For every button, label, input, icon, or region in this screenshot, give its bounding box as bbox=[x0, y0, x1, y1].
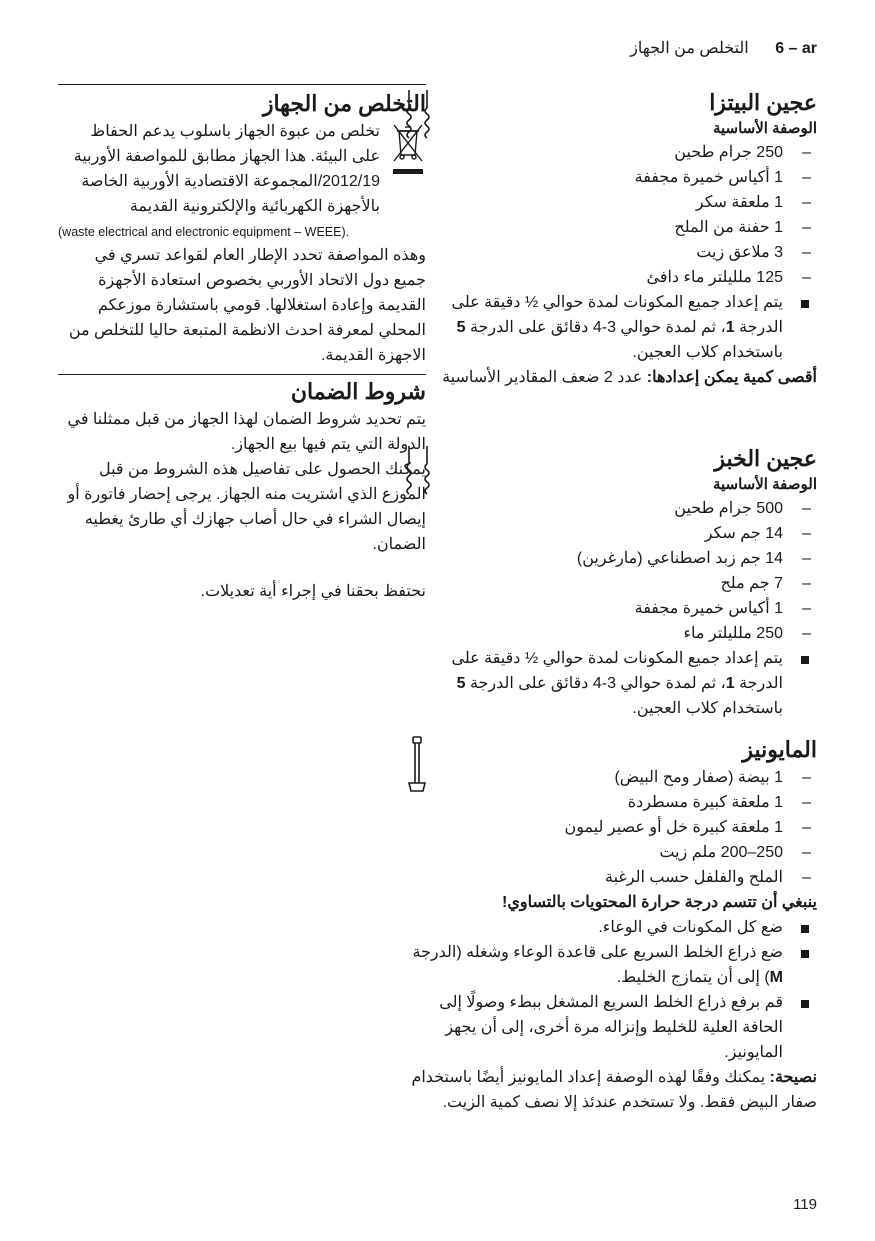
step-item: ضع ذراع الخلط السريع على قاعدة الوعاء وشغله (الدرجة M) إلى أن يتمازج الخليط. bbox=[407, 940, 817, 990]
list-item: – 14 جم زبد اصطناعي (مارغرين) bbox=[407, 546, 817, 571]
mayo-steps bbox=[407, 915, 817, 1065]
warranty-paragraph-1: يتم تحديد شروط الضمان لهذا الجهاز من قبل ممثلنا في الدولة التي يتم فيها بيع الجهاز. bbox=[67, 411, 426, 453]
list-item: – 1 ملعقة كبيرة مسطردة bbox=[407, 790, 817, 815]
warranty-title: شروط الضمان bbox=[290, 379, 426, 404]
list-item: – 3 ملاعق زيت bbox=[407, 240, 817, 265]
mayo-warning: ينبغي أن تتسم درجة حرارة المحتويات بالتساوي! bbox=[502, 894, 817, 911]
list-item: – 1 بيضة (صفار ومح البيض) bbox=[407, 765, 817, 790]
step-item: يتم إعداد جميع المكونات لمدة حوالي ½ دقيقة على الدرجة 1، ثم لمدة حوالي 3-4 دقائق على الدرجة 5 باستخدام كلاب العجين. bbox=[407, 290, 817, 365]
step-item: قم برفع ذراع الخلط السريع المشغل ببطء وصولًا إلى الحافة العلية للخليط وإنزاله مرة أخرى، إلى أن يجهز المايونيز. bbox=[407, 990, 817, 1065]
list-item: – 250 جرام طحين bbox=[407, 140, 817, 165]
disposal-section bbox=[58, 84, 426, 368]
mayo-section bbox=[407, 735, 817, 1115]
pizza-title: عجين البيتزا bbox=[709, 90, 817, 115]
mayo-tip: نصيحة: يمكنك وفقًا لهذه الوصفة إعداد المايونيز أيضًا باستخدام صفار البيض فقط. ولا تستخدم عندئذ إلا نصف كمية الزيت. bbox=[411, 1069, 817, 1111]
pizza-section bbox=[407, 88, 817, 428]
crossed-bin-icon bbox=[390, 121, 426, 177]
mayo-title: المايونيز bbox=[742, 737, 817, 762]
list-item: – 1 حفنة من الملح bbox=[407, 215, 817, 240]
warranty-note: نحتفظ بحقنا في إجراء أية تعديلات. bbox=[200, 583, 426, 600]
list-item: – 250 ملليلتر ماء bbox=[407, 621, 817, 646]
disposal-title: التخلص من الجهاز bbox=[262, 91, 426, 116]
warranty-section bbox=[58, 374, 426, 604]
page-label: 6 – ar bbox=[775, 40, 817, 57]
pizza-subtitle: الوصفة الأساسية bbox=[712, 120, 817, 137]
list-item: – 500 جرام طحين bbox=[407, 496, 817, 521]
step-item: يتم إعداد جميع المكونات لمدة حوالي ½ دقيقة على الدرجة 1، ثم لمدة حوالي 3-4 دقائق على الدرجة 5 باستخدام كلاب العجين. bbox=[407, 646, 817, 721]
list-item: – 1 أكياس خميرة مجففة bbox=[407, 596, 817, 621]
bread-section bbox=[407, 444, 817, 719]
bread-steps bbox=[407, 646, 817, 721]
info-column bbox=[58, 84, 426, 604]
recipes-column bbox=[407, 88, 817, 1115]
list-item: – 1 أكياس خميرة مجففة bbox=[407, 165, 817, 190]
bread-title: عجين الخبز bbox=[714, 446, 817, 471]
pizza-max-note: أقصى كمية يمكن إعدادها: عدد 2 ضعف المقادير الأساسية bbox=[442, 369, 817, 386]
list-item: – 7 جم ملح bbox=[407, 571, 817, 596]
bread-subtitle: الوصفة الأساسية bbox=[712, 476, 817, 493]
bread-ingredients bbox=[407, 496, 817, 646]
pizza-ingredients bbox=[407, 140, 817, 290]
step-item: ضع كل المكونات في الوعاء. bbox=[407, 915, 817, 940]
page-number: 119 bbox=[793, 1196, 817, 1213]
list-item: – الملح والفلفل حسب الرغبة bbox=[407, 865, 817, 890]
list-item: – 14 جم سكر bbox=[407, 521, 817, 546]
header-title: التخلص من الجهاز bbox=[630, 40, 749, 57]
list-item: – 1 ملعقة كبيرة خل أو عصير ليمون bbox=[407, 815, 817, 840]
warranty-paragraph-2: يمكنك الحصول على تفاصيل هذه الشروط من قبل الموزع الذي اشتريت منه الجهاز. يرجى إحضار فاتورة أو إيصال الشراء في حال أصاب جهازك أي طارئ يغطيه الضمان. bbox=[67, 461, 426, 553]
weee-note: (waste electrical and electronic equipment – WEEE). bbox=[58, 225, 350, 239]
mayo-ingredients bbox=[407, 765, 817, 890]
pizza-steps bbox=[407, 290, 817, 365]
disposal-paragraph-1: تخلص من عبوة الجهاز باسلوب يدعم الحفاظ على البيئة. هذا الجهاز مطابق للمواصفة الأوربية 2012/19/المجموعة الاقتصادية الأوربية الخاصة بالأجهزة الكهربائية والإلكترونية القديمة bbox=[73, 123, 380, 215]
list-item: – 250–200 ملم زيت bbox=[407, 840, 817, 865]
disposal-paragraph-2: وهذه المواصفة تحدد الإطار العام لقواعد تسري في جميع دول الاتحاد الأوربي بخصوص استعادة الأجهزة القديمة وإعادة استغلالها. قومي باستشارة موزعكم المحلي لمعرفة احدث الانظمة المتبعة حاليا للتخلص من الاجهزة القديمة. bbox=[68, 247, 426, 364]
page-header bbox=[630, 38, 817, 58]
list-item: – 125 ملليلتر ماء دافئ bbox=[407, 265, 817, 290]
list-item: – 1 ملعقة سكر bbox=[407, 190, 817, 215]
